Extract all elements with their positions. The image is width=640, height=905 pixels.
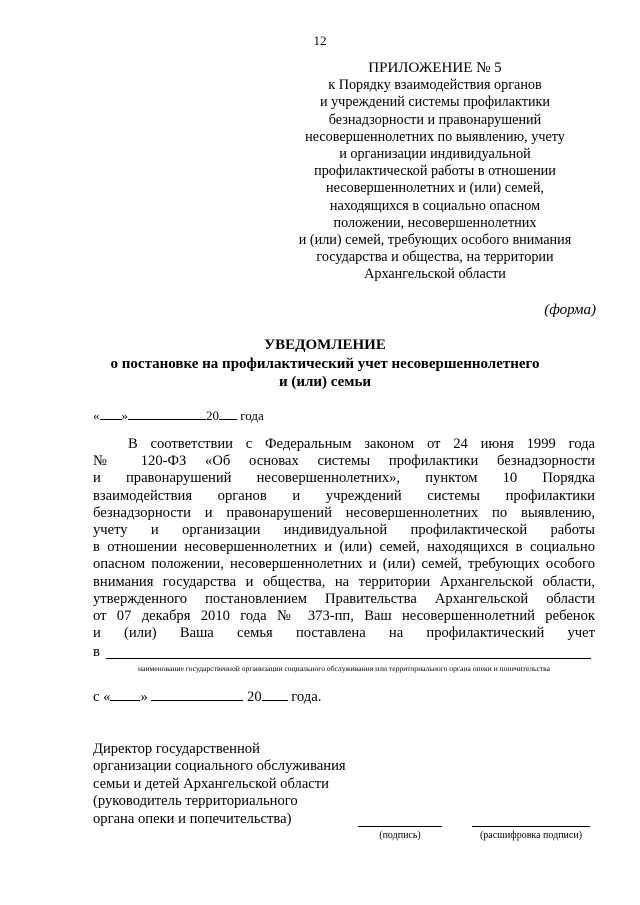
notice-subtitle-line: и (или) семьи (278, 374, 372, 390)
date-close-quote: » (121, 408, 128, 423)
organization-blank[interactable] (106, 658, 591, 659)
signer-line: семьи и детей Архангельской области (93, 775, 329, 792)
in-word: в (93, 644, 100, 660)
body-line: в отношении несовершеннолетних и (или) семей, находящихся в социально (93, 539, 595, 556)
notice-title: УВЕДОМЛЕНИЕ (264, 337, 386, 353)
body-line: и правонарушений несовершеннолетних», пунктом 10 Порядка (93, 470, 595, 487)
since-year-blank[interactable] (262, 688, 288, 701)
appendix-line: Архангельской области (364, 266, 506, 283)
notice-subtitle: о постановке на профилактический учет несовершеннолетнего (110, 355, 540, 372)
signer-line: (руководитель территориального (93, 793, 298, 810)
body-line: от 07 декабря 2010 года № 373-пп, Ваш несовершеннолетний ребенок (93, 607, 595, 624)
body-line: учету и организации индивидуальной профилактической работы (93, 521, 595, 538)
day-blank[interactable] (100, 408, 122, 420)
body-line: № 120-ФЗ «Об основах системы профилактики безнадзорности (93, 453, 595, 470)
appendix-title: ПРИЛОЖЕНИЕ № 5 (368, 60, 502, 76)
appendix-line: государства и общества, на территории (316, 249, 554, 266)
decryption-blank[interactable] (472, 825, 590, 827)
since-day-blank[interactable] (110, 688, 140, 701)
month-blank[interactable] (128, 408, 206, 420)
appendix-line: положении, несовершеннолетних (333, 214, 537, 231)
appendix-block (290, 60, 580, 284)
body-line: внимания государства и общества, на территории Архангельской области, (93, 573, 595, 590)
signer-line: органа опеки и попечительства) (93, 810, 292, 827)
body-line: безнадзорности и правонарушений несовершеннолетних по выявлению, (93, 504, 595, 521)
signer-line: Директор государственной (93, 741, 260, 757)
appendix-line: и организации индивидуальной (339, 146, 531, 163)
date-line (93, 408, 264, 424)
date-open-quote: « (93, 408, 100, 423)
body-line: и (или) Ваша семья поставлена на профилактический учет (93, 625, 595, 642)
page-number: 12 (313, 33, 327, 48)
notice-heading (70, 336, 580, 392)
date-year-prefix: 20 (206, 408, 219, 423)
year-blank[interactable] (219, 408, 237, 420)
body-line: опасном положении, несовершеннолетних и (или) семей, требующих особого (93, 556, 595, 573)
signature-caption: (подпись) (379, 830, 421, 841)
since-month-blank[interactable] (151, 688, 243, 701)
form-mark: (форма) (544, 302, 596, 318)
signature-blank[interactable] (358, 825, 442, 827)
appendix-line: безнадзорности и правонарушений (328, 111, 542, 128)
since-year-prefix: 20 (247, 689, 262, 705)
appendix-line: профилактической работы в отношении (314, 163, 556, 180)
date-suffix: года (240, 408, 264, 423)
body-line: В соответствии с Федеральным законом от 24 июня 1999 года (128, 436, 595, 452)
appendix-line: находящихся в социально опасном (329, 197, 541, 214)
appendix-line: и (или) семей, требующих особого внимания (298, 232, 572, 249)
since-suffix: года. (291, 689, 322, 705)
signer-block (93, 741, 383, 828)
body-line: утвержденного постановлением Правительства Архангельской области (93, 590, 595, 607)
since-date-line (93, 688, 321, 706)
organization-caption: наименование государственной организации социального обслуживания или территориального органа опеки и попечительства (137, 664, 551, 673)
appendix-line: и учреждений системы профилактики (319, 94, 551, 111)
decryption-caption: (расшифровка подписи) (479, 830, 583, 841)
appendix-line: несовершеннолетних по выявлению, учету (305, 128, 565, 145)
appendix-line: к Порядку взаимодействия органов (328, 77, 542, 94)
body-line: взаимодействия органов и учреждений системы профилактики (93, 487, 595, 504)
since-prefix: с « (93, 689, 111, 705)
appendix-line: несовершеннолетних и (или) семей, (326, 180, 544, 197)
notice-body (93, 436, 595, 642)
signer-line: организации социального обслуживания (93, 758, 346, 775)
since-close-quote: » (140, 689, 148, 705)
